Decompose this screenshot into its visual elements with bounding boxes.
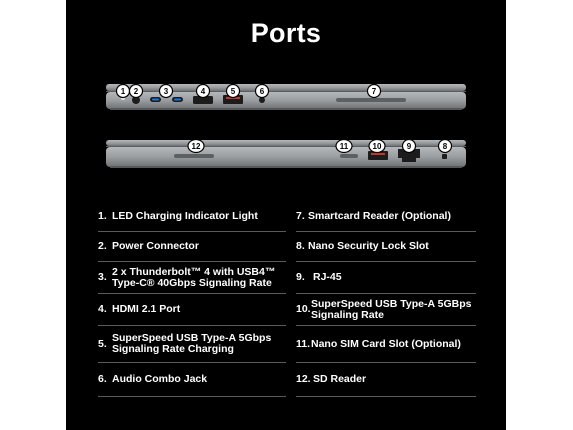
item-text: Smartcard Reader (Optional): [308, 209, 451, 222]
list-item: [98, 294, 286, 326]
list-item: [98, 232, 286, 262]
item-text: Power Connector: [112, 240, 199, 252]
item-number: 5.: [98, 337, 107, 350]
callout-3-label: 3: [163, 87, 169, 96]
callout-12-label: 12: [191, 142, 201, 151]
callout-7-label: 7: [371, 87, 377, 96]
laptop-side-views: [66, 0, 506, 200]
callout-11-label: 11: [339, 142, 349, 151]
callout-6-label: 6: [259, 87, 265, 96]
list-item: [296, 363, 476, 397]
item-number: 1.: [98, 209, 107, 222]
callout-8-label: 8: [442, 142, 448, 151]
list-item: [98, 201, 286, 232]
item-text: SD Reader: [313, 373, 367, 385]
smartcard-slot: [336, 98, 406, 102]
list-item: [98, 326, 286, 363]
item-number: 6.: [98, 373, 107, 385]
callout-1-label: 1: [120, 87, 126, 96]
item-text: LED Charging Indicator Light: [112, 209, 258, 222]
list-item: [296, 201, 476, 232]
security-lock-slot: [442, 154, 447, 159]
callout-4-label: 4: [200, 87, 206, 96]
item-number: 9.: [296, 271, 305, 283]
list-item: [98, 363, 286, 397]
callout-5-label: 5: [230, 87, 236, 96]
sd-reader-slot: [174, 154, 214, 158]
item-text: HDMI 2.1 Port: [112, 303, 181, 315]
list-item: [98, 262, 286, 294]
item-text: RJ-45: [313, 271, 342, 283]
item-text: SuperSpeed USB Type-A 5Gbps Signaling Rate Charging: [112, 332, 272, 355]
item-number: 11.: [296, 337, 311, 350]
list-item: [296, 262, 476, 294]
item-number: 7.: [296, 209, 305, 222]
item-number: 12.: [296, 373, 311, 385]
list-item: [296, 294, 476, 326]
item-text: Nano Security Lock Slot: [308, 240, 429, 252]
item-number: 2.: [98, 240, 107, 252]
ports-list-right: [296, 201, 476, 397]
item-text: SuperSpeed USB Type-A 5GBps Signaling Rate: [311, 297, 472, 321]
ports-panel: [66, 0, 506, 430]
sim-card-slot: [340, 154, 358, 158]
item-text: 2 x Thunderbolt™ 4 with USB4™ Type-C® 40Gbps Signaling Rate: [112, 265, 276, 289]
ports-list-left: [98, 201, 286, 397]
callout-10-label: 10: [372, 142, 382, 151]
item-text: Nano SIM Card Slot (Optional): [311, 337, 461, 350]
item-number: 10.: [296, 303, 311, 315]
list-item: [296, 326, 476, 363]
item-number: 3.: [98, 271, 107, 283]
page-title: Ports: [250, 18, 322, 48]
callout-2-label: 2: [133, 87, 139, 96]
item-number: 4.: [98, 303, 107, 315]
item-text: Audio Combo Jack: [112, 373, 208, 385]
item-number: 8.: [296, 240, 305, 252]
list-item: [296, 232, 476, 262]
callout-9-label: 9: [406, 142, 412, 151]
